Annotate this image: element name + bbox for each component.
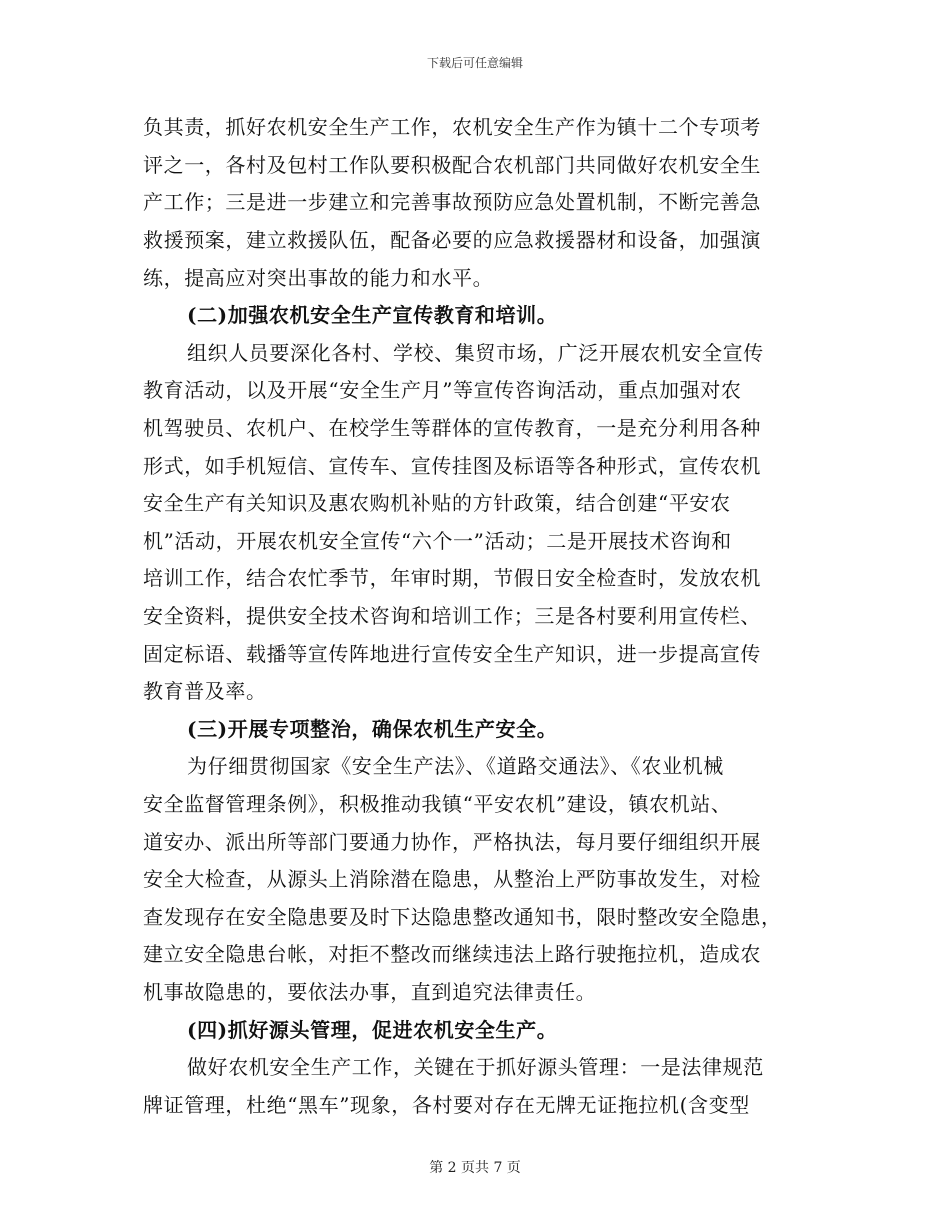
section-heading: (二)加强农机安全生产宣传教育和培训。: [187, 303, 558, 327]
body-line: 教育普及率。: [143, 679, 267, 703]
body-line: 安全资料，提供安全技术咨询和培训工作；三是各村要利用宣传栏、: [143, 604, 761, 628]
body-line: 安全生产有关知识及惠农购机补贴的方针政策，结合创建“平安农: [143, 491, 731, 515]
body-line: 形式，如手机短信、宣传车、宣传挂图及标语等各种形式，宣传农机: [143, 454, 761, 478]
body-line: 产工作；三是进一步建立和完善事故预防应急处置机制，不断完善急: [143, 190, 761, 214]
body-line: 查发现存在安全隐患要及时下达隐患整改通知书，限时整改安全隐患，: [143, 905, 782, 929]
body-line: 安全大检查，从源头上消除潜在隐患，从整治上严防事故发生，对检: [143, 867, 761, 891]
body-line: 做好农机安全生产工作，关键在于抓好源头管理：一是法律规范: [187, 1055, 764, 1079]
body-line: 机事故隐患的，要依法办事，直到追究法律责任。: [143, 980, 597, 1004]
body-line: 牌证管理，杜绝“黑车”现象，各村要对存在无牌无证拖拉机(含变型: [143, 1093, 750, 1117]
body-line: 建立安全隐患台帐，对拒不整改而继续违法上路行驶拖拉机，造成农: [143, 942, 761, 966]
body-line: 机”活动，开展农机安全宣传“六个一”活动；二是开展技术咨询和: [143, 529, 732, 553]
body-line: 道安办、派出所等部门要通力协作，严格执法，每月要仔细组织开展: [143, 830, 761, 854]
body-line: 培训工作，结合农忙季节，年审时期，节假日安全检查时，发放农机: [143, 566, 761, 590]
section-heading: (四)抓好源头管理，促进农机安全生产。: [187, 1018, 558, 1042]
body-line: 机驾驶员、农机户、在校学生等群体的宣传教育，一是充分利用各种: [143, 416, 761, 440]
page-footer: 第 2 页共 7 页: [429, 1160, 521, 1176]
page-header: 下载后可任意编辑: [426, 56, 523, 70]
body-line: 救援预案，建立救援队伍，配备必要的应急救援器材和设备，加强演: [143, 228, 761, 252]
body-line: 固定标语、载播等宣传阵地进行宣传安全生产知识，进一步提高宣传: [143, 642, 761, 666]
body-line: 为仔细贯彻国家《安全生产法》、《道路交通法》、《农业机械: [187, 754, 724, 778]
body-line: 教育活动，以及开展“安全生产月”等宣传咨询活动，重点加强对农: [143, 378, 742, 402]
body-line: 安全监督管理条例》，积极推动我镇“平安农机”建设，镇农机站、: [143, 792, 732, 816]
body-line: 组织人员要深化各村、学校、集贸市场，广泛开展农机安全宣传: [187, 341, 764, 365]
body-line: 负其责，抓好农机安全生产工作，农机安全生产作为镇十二个专项考: [143, 115, 761, 139]
body-line: 评之一，各村及包村工作队要积极配合农机部门共同做好农机安全生: [143, 153, 761, 177]
body-line: 练，提高应对突出事故的能力和水平。: [143, 266, 494, 290]
section-heading: (三)开展专项整治，确保农机生产安全。: [187, 717, 558, 741]
